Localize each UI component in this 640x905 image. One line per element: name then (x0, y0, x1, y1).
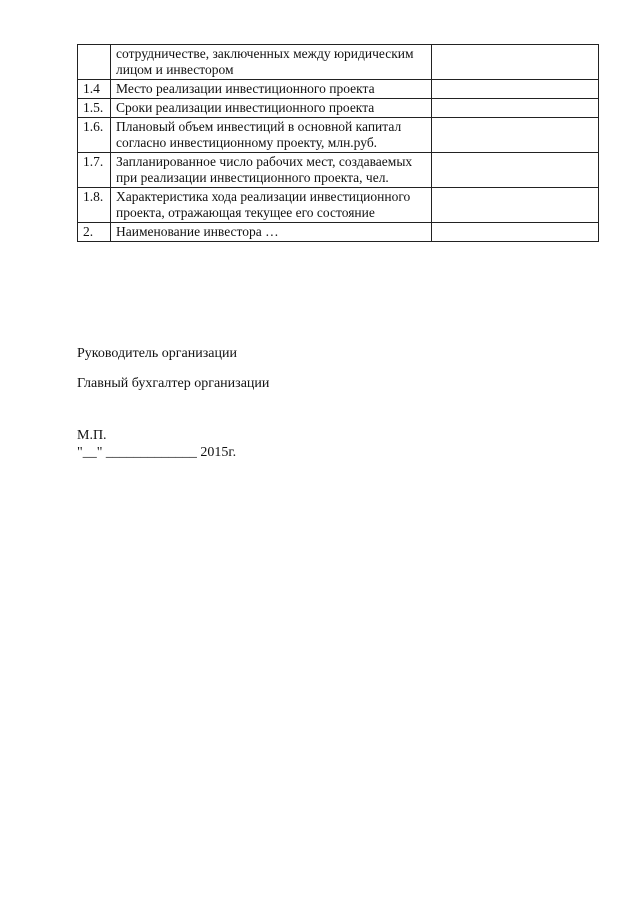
row-number: 2. (78, 223, 111, 242)
table-row (78, 118, 599, 153)
accountant-signature-label: Главный бухгалтер организации (77, 376, 270, 391)
row-description: Плановый объем инвестиций в основной капитал согласно инвестиционному проекту, млн.руб. (111, 118, 432, 153)
row-number: 1.8. (78, 188, 111, 223)
row-value (432, 99, 599, 118)
row-value (432, 188, 599, 223)
table-row (78, 80, 599, 99)
table-row (78, 99, 599, 118)
table-row (78, 153, 599, 188)
row-description: Характеристика хода реализации инвестиционного проекта, отражающая текущее его состояние (111, 188, 432, 223)
row-description: сотрудничестве, заключенных между юридическим лицом и инвестором (111, 45, 432, 80)
row-value (432, 153, 599, 188)
row-value (432, 118, 599, 153)
row-value (432, 223, 599, 242)
table-row (78, 188, 599, 223)
row-number (78, 45, 111, 80)
row-number: 1.5. (78, 99, 111, 118)
row-description: Сроки реализации инвестиционного проекта (111, 99, 432, 118)
investment-project-table (77, 44, 599, 242)
row-value (432, 45, 599, 80)
row-number: 1.6. (78, 118, 111, 153)
row-number: 1.7. (78, 153, 111, 188)
row-value (432, 80, 599, 99)
row-number: 1.4 (78, 80, 111, 99)
row-description: Место реализации инвестиционного проекта (111, 80, 432, 99)
row-description: Наименование инвестора … (111, 223, 432, 242)
table-row (78, 45, 599, 80)
date-line: "__" _____________ 2015г. (77, 445, 237, 460)
row-description: Запланированное число рабочих мест, создаваемых при реализации инвестиционного проекта, чел. (111, 153, 432, 188)
table-row (78, 223, 599, 242)
stamp-label: М.П. (77, 428, 107, 443)
head-signature-label: Руководитель организации (77, 346, 237, 361)
